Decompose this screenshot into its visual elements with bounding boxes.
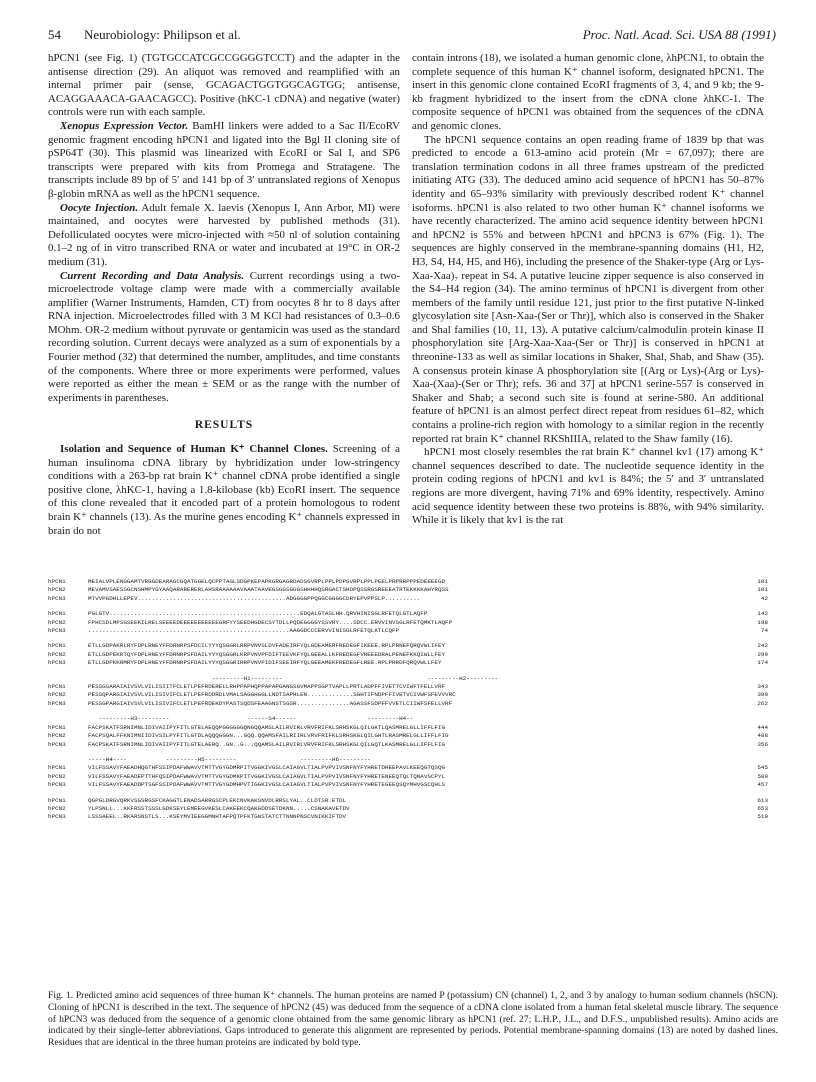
sequence-name: hPCN1 [48, 723, 66, 731]
paragraph-primers: hPCN1 (see Fig. 1) (TGTGCCATCGCCGGGGTCCT) and the adapter in the antisense direction (29). An aliquot was removed and reamplified with an internal primer pair (sense, GCAGACTGGTGGCAGTGG; antisense, ACAGGAAACA-GAACAGCC). Positive (hKC-1 cDNA) and negative (water) controls were run with each sample. [48, 52, 400, 119]
residue-count [728, 715, 768, 723]
sequence-name: hPCN3 [48, 659, 66, 667]
residue-count: 262 [757, 699, 768, 707]
residue-count: 299 [757, 650, 768, 658]
running-title: Neurobiology: Philipson et al. [84, 27, 241, 42]
sequence-row [48, 773, 778, 781]
sequence-row [48, 651, 778, 659]
sequence-row [48, 732, 778, 740]
sequence-residues: ---------H1--------- ---------H2--------- [88, 674, 499, 682]
paragraph-kv1-comparison: hPCN1 most closely resembles the rat brain K⁺ channel kv1 (17) among K⁺ channel sequences described to date. The nucleotide sequence identity in the protein coding regions of hPCN1 and kv1 is 84%; the 5′ and 3′ untranslated regions are more divergent, having 71% and 69% identity, respectively. Amino acid sequence identity between these two proteins is 88%, with 94% similarity. While it is likely that kv1 is the rat [412, 446, 764, 527]
figure-label: Fig. 1. [48, 990, 74, 1001]
sequence-name: hPCN1 [48, 642, 66, 650]
sequence-name: hPCN1 [48, 764, 66, 772]
sequence-residues: QGPGLDRGVQRKVSGSRGSFCKAGGTLENADSARRGSCPLEKCNVKAKSNVDLRRSLYAL..CLDTSR.ETDL [88, 796, 347, 804]
residue-count: 101 [757, 578, 768, 585]
sequence-name: hPCN3 [48, 627, 66, 635]
sequence-row [48, 700, 778, 708]
paragraph-expression-vector: Xenopus Expression Vector. BamHI linkers were added to a Sac II/EcoRV genomic fragment encoding hPCN1 and ligated into the Bgl II cloning site of pSP64T (30). This plasmid was linearized with EcoRI or Sal I, and SP6 transcripts were prepared with kits from Promega and Stratagene. The transcripts include 89 bp of 5′ and 141 bp of 3′ untranslated regions of Xenopus β-globin mRNA as well as the hPCN1 sequence. [48, 119, 400, 200]
sequence-row [48, 781, 778, 789]
domain-marker-row [48, 715, 778, 723]
sequence-row [48, 659, 778, 667]
right-column [412, 52, 764, 528]
page-number: 54 [48, 27, 61, 42]
sequence-row [48, 595, 778, 603]
sequence-name: hPCN3 [48, 740, 66, 748]
sequence-residues: .........................................................AAGGDCCCERVVINISGLRFETQLKTLCQFP [88, 627, 400, 635]
alignment-block [48, 756, 778, 790]
sequence-name: hPCN2 [48, 650, 66, 658]
journal-citation: Proc. Natl. Acad. Sci. USA 88 (1991) [582, 27, 776, 42]
sequence-row [48, 691, 778, 699]
sequence-name: hPCN2 [48, 804, 66, 812]
sequence-residues: PESSGSARAIAIVSVLVILISIITFCLETLPEFRDERELLRHPPAPHQPPAPAPGANGSGVMAPPSGPTVAPLLPRTLADPFFIVETTCVIWFTFELLVRF [88, 683, 446, 691]
sequence-name: hPCN3 [48, 699, 66, 707]
paragraph-hpcn1-sequence: The hPCN1 sequence contains an open reading frame of 1839 bp that was predicted to encode a 613-amino acid protein (Mr = 67,097); there are translation termination codons in all three frames upstream of the predicted initiating ATG (33). The deduced amino acid sequence of hPCN1 has 50–87% identity and 65–93% similarity with previously described rodent K⁺ channel isoforms. hPCN1 is also related to two other human K⁺ channel isoforms we have recently characterized. The amino acid sequence identity between hPCN1 and hPCN2 is 55% and between hPCN1 and hPCN3 is 67% (Fig. 1). The sequences are highly conserved in the membrane-spanning domains (H1, H2, H3, S4, H4, H5, and H6), including the presence of the Shaker-type (Arg or Lys-Xaa-Xaa)₇ repeat in S4. A putative leucine zipper sequence is also conserved in the S4–H4 region (34). The amino terminus of hPCN1 is divergent from other members of the family until residue 121, just prior to the first putative N-linked glycosylation site [Asn-Xaa-(Ser or Thr)], which also is conserved in the Shaker and Shal families (10, 11, 13). A putative calcium/calmodulin protein kinase II phosphorylation site [Arg-Xaa-Xaa-(Ser or Thr)] is conserved in hPCN1 at threonine-133 as well as similar locations in Shaker, Shal, Shab, and Shaw (35). A consensus protein kinase A phosphorylation site [(Arg or Lys)-(Arg or Lys)-Xaa-(Xaa)-(Ser or Thr); refs. 36 and 37] at hPCN1 serine-557 is conserved in Shaker and Shab; a second such site is found at serine-580. An additional feature of hPCN1 is an almost perfect direct repeat from residues 61–82, which contains a proline-rich region with homology to a similar region in the recently reported rat brain K⁺ channel RKShIIIA, related to the Shaw family (16). [412, 133, 764, 445]
sequence-residues: FACPSKATFSRNIMNLIDIVAIIPYFITLGTELAEQQPGGGGGGQNGQQAMSLAILRVIRLVRVFRIFKLSRHSKGLQILGKTLQASMRELGLLIFFLFIG [88, 723, 446, 731]
residue-count: 444 [757, 723, 768, 731]
sequence-row [48, 797, 778, 805]
sequence-name [48, 715, 88, 723]
sequence-residues: ---------H3--------- ------S4------ ---------H4-- [88, 715, 414, 723]
sequence-residues: PGLGTV......................................................EDQALGTASLHH.QRVHINISGLRFETQLGTLAQFP [88, 610, 428, 618]
residue-count: 457 [757, 781, 768, 789]
sequence-residues: LSSSAEEL..RKARSNSTLS...KSEYMVIEEGGMNHTAFPQTPFKTGNSTATCTTNNNPNSCVNIKKIFTDV [88, 813, 347, 821]
sequence-name: hPCN2 [48, 732, 66, 740]
sequence-name [48, 756, 88, 764]
sequence-residues: YLPSNLL...KKFRSSTSSSLGDKSEYLEMEEGVKESLCAKEEKCQAKGDDSETDKNN.....CSNAKAVETDV [88, 804, 350, 812]
sequence-name: hPCN2 [48, 772, 66, 780]
residue-count: 198 [757, 618, 768, 626]
sequence-residues: FPHCSDLMPSGSEEKILRELSEEEEDEEEEEEEEEEEGRFYYSEEDHGDECSYTDLLPQDEGGGGYSSVRY....SDCC.ERVVINVSGLRFETQMKTLAQFP [88, 618, 453, 626]
sequence-row [48, 741, 778, 749]
sequence-residues: MEIALVPLENGGAMTVRGGDEARAGCGQATGGELQCPPTAGLSDGPKEPAPKGRGAGRDADSGVRPLPPLPDPGVRPLPPLPEELPRPRRPPPEDEEEEGD [88, 578, 446, 585]
sequence-row [48, 610, 778, 618]
alignment-block [48, 715, 778, 749]
sequence-residues: VILFSSAVYFAEADEPTTHFQSIPDAFWWAVVTMTTVGYGDMKPITVGGKIVGSLCAIAGVLTIALPVPVIVSNFNYFYHRETENEEQTQLTQNAVSCPYL [88, 772, 446, 780]
run-in-heading: Isolation and Sequence of Human K⁺ Channel Clones. [60, 443, 328, 456]
residue-count: 242 [757, 642, 768, 650]
residue-count: 519 [757, 813, 768, 821]
sequence-row [48, 627, 778, 635]
residue-count: 101 [757, 586, 768, 594]
paragraph-oocyte-injection: Oocyte Injection. Adult female X. laevis (Xenopus I, Ann Arbor, MI) were maintained, and oocytes were harvested by published methods (31). Defolliculated oocytes were micro-injected with ≈50 nl of solution containing 0.1–2 ng of in vitro transcribed RNA or water and incubated at 19°C in OR-2 medium (31). [48, 201, 401, 268]
sequence-name: hPCN2 [48, 691, 66, 699]
residue-count: 142 [757, 610, 768, 618]
residue-count: 545 [757, 764, 768, 772]
sequence-name: hPCN1 [48, 796, 66, 804]
sequence-residues: FACPSKATFSRNIMNLIDIVAIIPYFITLGTELAERQ..GN..G...QQAMSLAILRVIRLVRVFRIFKLSRHSKGLQILGQTLKASMRELGLLIFFLFIG [88, 740, 446, 748]
sequence-name: hPCN1 [48, 683, 66, 691]
sequence-name: hPCN1 [48, 610, 66, 618]
figure-caption: Fig. 1. Predicted amino acid sequences of three human K⁺ channels. The human proteins are named P (potassium) CN (channel) 1, 2, and 3 by analogy to human sodium channels (hSCN). Cloning of hPCN1 is described in the text. The sequence of hPCN2 (45) was deduced from the sequence of a cDNA clone isolated from a human fetal skeletal muscle library. The sequence of hPCN3 was deduced from the sequence of a genomic clone obtained from the same genomic library as hPCN1 (ref. 27; L.H.P., J.L., and D.F.S., unpublished results). Amino acids are indicated by their single-letter abbreviations. Gaps introduced to generate this alignment are represented by periods. Potential membrane-spanning domains (13) are noted by dashed lines. Residues that are identical in the three human proteins are indicated by bold type. [48, 990, 778, 1049]
sequence-residues: ETLLGDPEKRTQYFDPLRNEYFFDRNRPSFDAILYYYQSGGRLKRPVNVPFDIFTEEVKFYQLGEEALLKFREDEGFVREEEDRALPENEFKKQIWLLFEY [88, 650, 446, 658]
run-in-heading: Oocyte Injection. [60, 201, 139, 214]
sequence-residues: VILFSSAVYFAEADDPTSGFSSIPDAFWWAVVTMTTVGYGDMHPVTIGGKIVGSLCAIAGVLTIALPVPVIVSNFNYFYHRETEGEEQSQYMHVGSCQHLS [88, 781, 446, 789]
sequence-row [48, 683, 778, 691]
alignment-block [48, 610, 778, 635]
residue-count: 343 [757, 683, 768, 691]
residue-count: 174 [757, 659, 768, 667]
sequence-alignment-figure [48, 578, 778, 829]
alignment-block [48, 675, 778, 709]
sequence-row [48, 586, 778, 594]
sequence-residues: MTVVPGDHLLEPEV..........................................ADGGGGPPQGGCGGGGCDRYEPVPPSLP.......... [88, 594, 421, 602]
alignment-block [48, 797, 778, 822]
sequence-residues: PESSGPARGIAIVSVLVILISIVIFCLETLPEFRDEKDYPASTSQDSFEAAGNSTSGSR...............AGASSFSDPFFVVETLCIIWFSFELLVRF [88, 699, 453, 707]
residue-count: 488 [757, 732, 768, 740]
residue-count: 390 [757, 691, 768, 699]
sequence-residues: ETLLGDPAKRLRYFDPLRNEYFFDRNRPSFDCILYYYQSGGRLRRPVNVSLDVFADEIRFYQLGDEAMERFREDEGFIKEEE.RPLPRNEFQRQVWLIFEY [88, 642, 446, 650]
running-header [48, 27, 776, 45]
sequence-row [48, 764, 778, 772]
paragraph-genomic-clone: contain introns (18), we isolated a human genomic clone, λhPCN1, to obtain the complete sequence of this human K⁺ channel isoform, designated hPCN1. The insert in this genomic clone contained EcoRI fragments of 3, 4, and 9 kb; the 9-kb fragment hybridized to the insert from the cDNA clone λhKC-1. The composite sequence of hPCN1 was obtained from the sequences of the cDNA and genomic clones. [412, 52, 764, 132]
sequence-residues: ETLLGDPKKRMRYFDPLRNEYFFDRNRPSFDAILYYYQSGGRIRRPVNVPIDIFSEEIRFYQLGEEAMEKFREDEGFLREE.RPLPRRDFQRQVWLLFEY [88, 659, 442, 667]
alignment-block [48, 578, 778, 603]
sequence-name: hPCN3 [48, 594, 66, 602]
sequence-name [48, 675, 88, 683]
sequence-name: hPCN3 [48, 813, 66, 821]
sequence-name: hPCN3 [48, 781, 66, 789]
sequence-residues: -----H4---- ---------H5--------- ---------H6--------- [88, 755, 371, 763]
sequence-row [48, 578, 778, 586]
sequence-name: hPCN2 [48, 618, 66, 626]
sequence-residues: VILFSSAVYFAEADHQGTHFSSIPDAFWWAVVTMTTVGYGDMRPITVGGKIVGSLCAIAGVLTIALPVPVIVSNFNYFYHRETDHEEPAVLKEEQGTQSQG [88, 764, 446, 772]
alignment-block [48, 642, 778, 667]
sequence-row [48, 619, 778, 627]
domain-marker-row [48, 675, 778, 683]
residue-count: 613 [757, 796, 768, 804]
residue-count: 74 [760, 627, 768, 635]
sequence-row [48, 813, 778, 821]
sequence-name: hPCN2 [48, 586, 66, 594]
sequence-row [48, 805, 778, 813]
residue-count: 356 [757, 740, 768, 748]
paragraph-current-recording: Current Recording and Data Analysis. Current recordings using a two-microelectrode voltage clamp were made with a commercially available amplifier (Warner Instruments, Hamden, CT) from oocytes 8 hr to 8 days after RNA injection. Microelectrodes filled with 3 M KCl had resistances of 0.3–0.6 MOhm. OR-2 medium without pyruvate or gentamicin was used as the standard recording solution. Current decays were analyzed as a sum of exponentials by a Fourier method (32) that determined the number, amplitudes, and time constants of the components. Where three or more experiments were performed, values were reported as either the mean ± SEM or as the range with the number of experiments in parentheses. [48, 269, 400, 404]
residue-count: 653 [757, 804, 768, 812]
residue-count: 42 [760, 594, 768, 602]
sequence-row [48, 724, 778, 732]
sequence-name: hPCN1 [48, 578, 66, 585]
sequence-residues: MEVAMVSAESSGCNSHMPYGYAAQARARERERLAHSRAAAAAAVAAATAAVEGSGGSGGGSHHHHQSRGACTSHDPQSSRGSREEEATRTEKKKKAHYRQSS [88, 586, 449, 594]
residue-count: 589 [757, 772, 768, 780]
sequence-row [48, 642, 778, 650]
paragraph-isolation: Isolation and Sequence of Human K⁺ Channel Clones. Screening of a human insulinoma cDNA library by hybridization under low-stringency conditions with a 263-bp rat brain K⁺ channel cDNA probe identified a single positive clone, λhKC-1, having a 1.8-kilobase (kb) EcoRI insert. The sequence of this clone revealed that it encoded part of a protein homologous to rodent brain K⁺ channels (13). As the murine genes encoding K⁺ channels expressed in brain do not [48, 443, 400, 537]
run-in-heading: Xenopus Expression Vector. [60, 119, 189, 132]
sequence-residues: FACPSQALFFKNIMNIIDIVSILPYFITLGTDLAQQQGGGN...GQQ.QQAMSFAILRIIRLVRVFRIFKLSRHSKGLQILGHTLRASMRELGLLIFFLFIG [88, 732, 449, 740]
residue-count [728, 675, 768, 683]
run-in-heading: Current Recording and Data Analysis. [60, 269, 245, 282]
residue-count [728, 756, 768, 764]
left-column [48, 52, 400, 538]
section-heading-results: RESULTS [194, 419, 254, 432]
sequence-residues: PESSQPARGIAIVSVLVILISIVIFCLETLPEFRDDRDLVMALSAGGHGGLLNDTSAPHLEN.............SGHTIFNDPFFIVETVCIVWFSFEVVVRC [88, 691, 456, 699]
domain-marker-row [48, 756, 778, 764]
